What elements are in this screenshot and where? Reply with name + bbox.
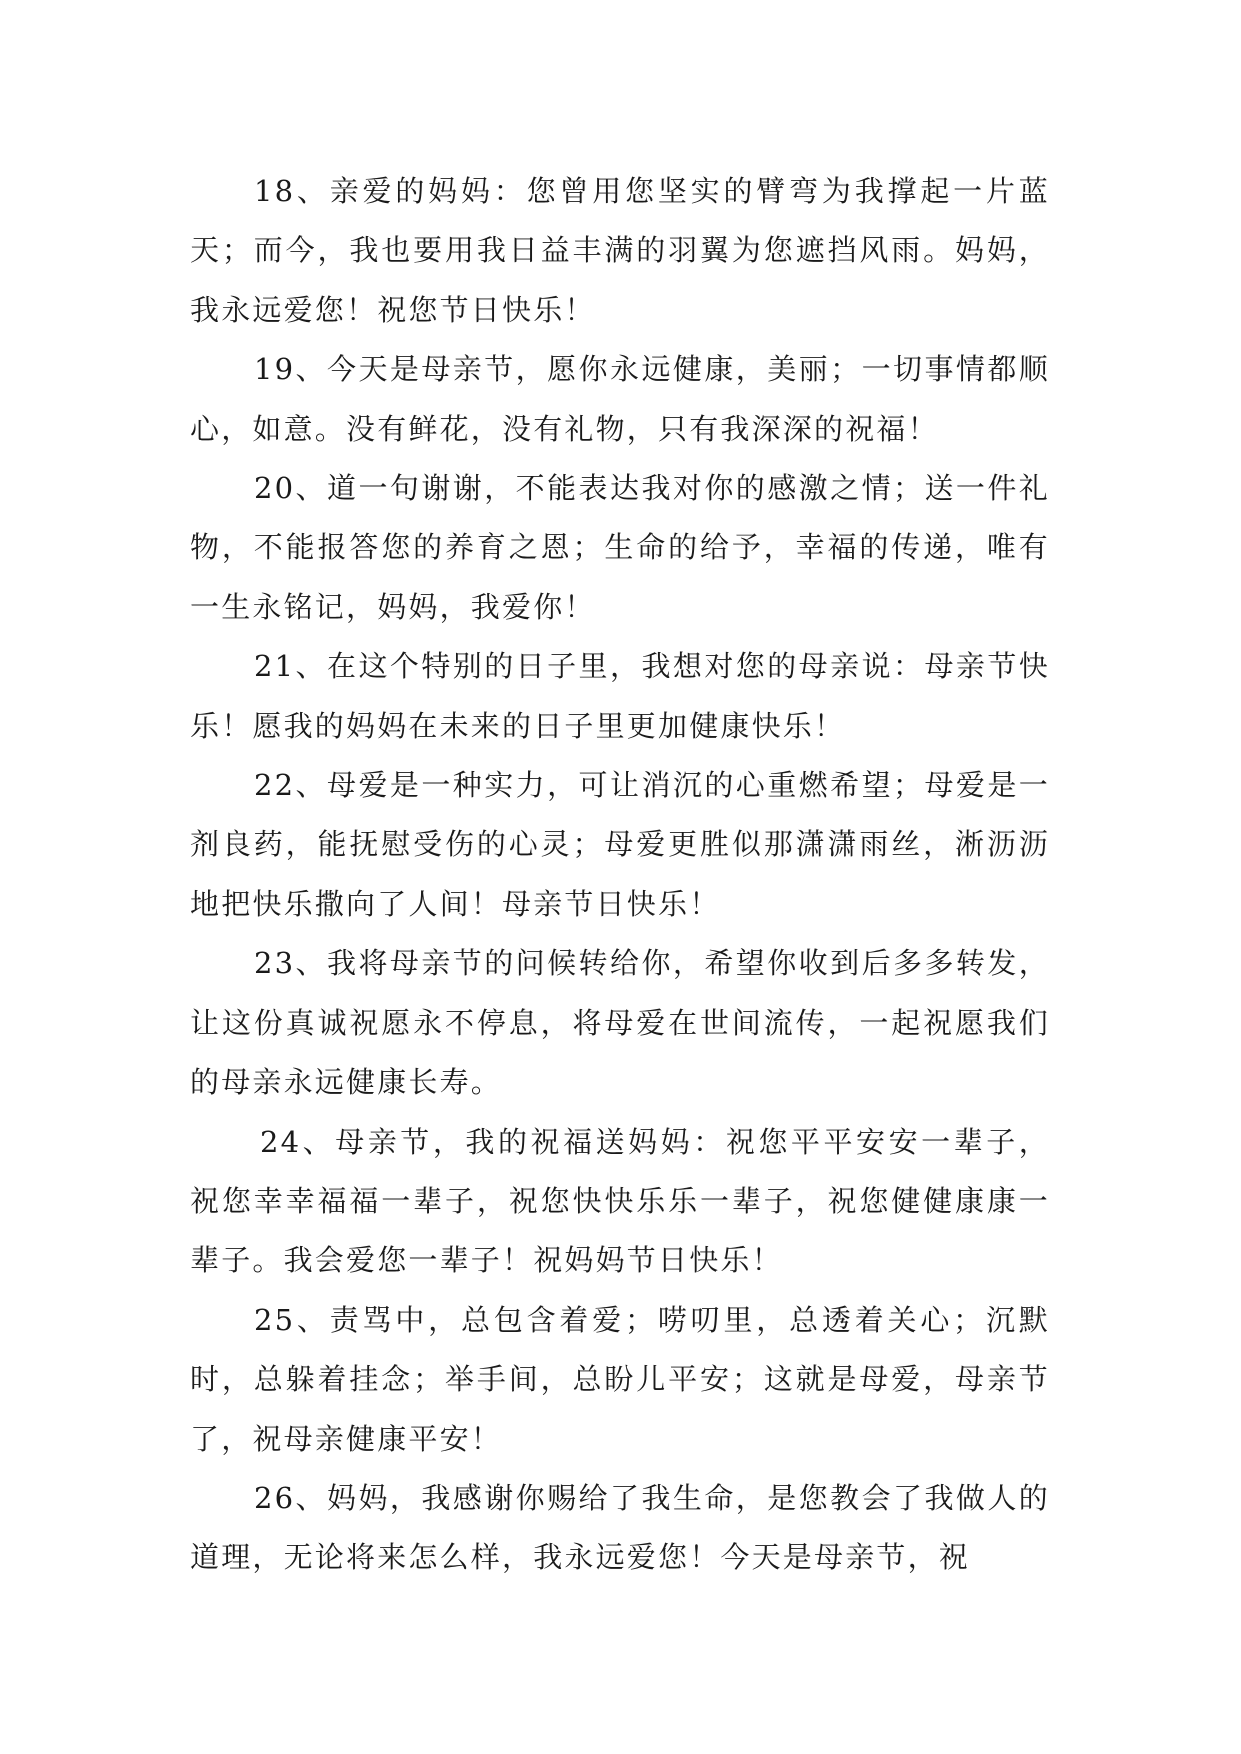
paragraph-26: 26、妈妈，我感谢你赐给了我生命，是您教会了我做人的道理，无论将来怎么样，我永远爱您！今天是母亲节，祝 — [190, 1480, 1050, 1575]
paragraph-18: 18、亲爱的妈妈：您曾用您坚实的臂弯为我撑起一片蓝天；而今，我也要用我日益丰满的羽翼为您遮挡风雨。妈妈，我永远爱您！祝您节日快乐！ — [190, 174, 1050, 327]
paragraph-19: 19、今天是母亲节，愿你永远健康，美丽；一切事情都顺心，如意。没有鲜花，没有礼物，只有我深深的祝福！ — [190, 352, 1050, 446]
paragraph-21: 21、在这个特别的日子里，我想对您的母亲说：母亲节快乐！愿我的妈妈在未来的日子里更加健康快乐！ — [190, 649, 1050, 743]
document-body — [190, 162, 1050, 1588]
paragraph-25: 25、责骂中，总包含着爱；唠叨里，总透着关心；沉默时，总躲着挂念；举手间，总盼儿平安；这就是母爱，母亲节了，祝母亲健康平安！ — [190, 1302, 1050, 1456]
paragraph-24: 24、母亲节，我的祝福送妈妈：祝您平平安安一辈子，祝您幸幸福福一辈子，祝您快快乐乐一辈子，祝您健健康康一辈子。我会爱您一辈子！祝妈妈节日快乐！ — [190, 1124, 1050, 1278]
paragraph-22: 22、母爱是一种实力，可让消沉的心重燃希望；母爱是一剂良药，能抚慰受伤的心灵；母爱更胜似那潇潇雨丝，淅沥沥地把快乐撒向了人间！母亲节日快乐！ — [190, 768, 1050, 921]
paragraph-20: 20、道一句谢谢，不能表达我对你的感激之情；送一件礼物，不能报答您的养育之恩；生命的给予，幸福的传递，唯有一生永铭记，妈妈，我爱你！ — [190, 471, 1050, 624]
paragraph-23: 23、我将母亲节的问候转给你，希望你收到后多多转发，让这份真诚祝愿永不停息，将母爱在世间流传，一起祝愿我们的母亲永远健康长寿。 — [190, 946, 1050, 1100]
